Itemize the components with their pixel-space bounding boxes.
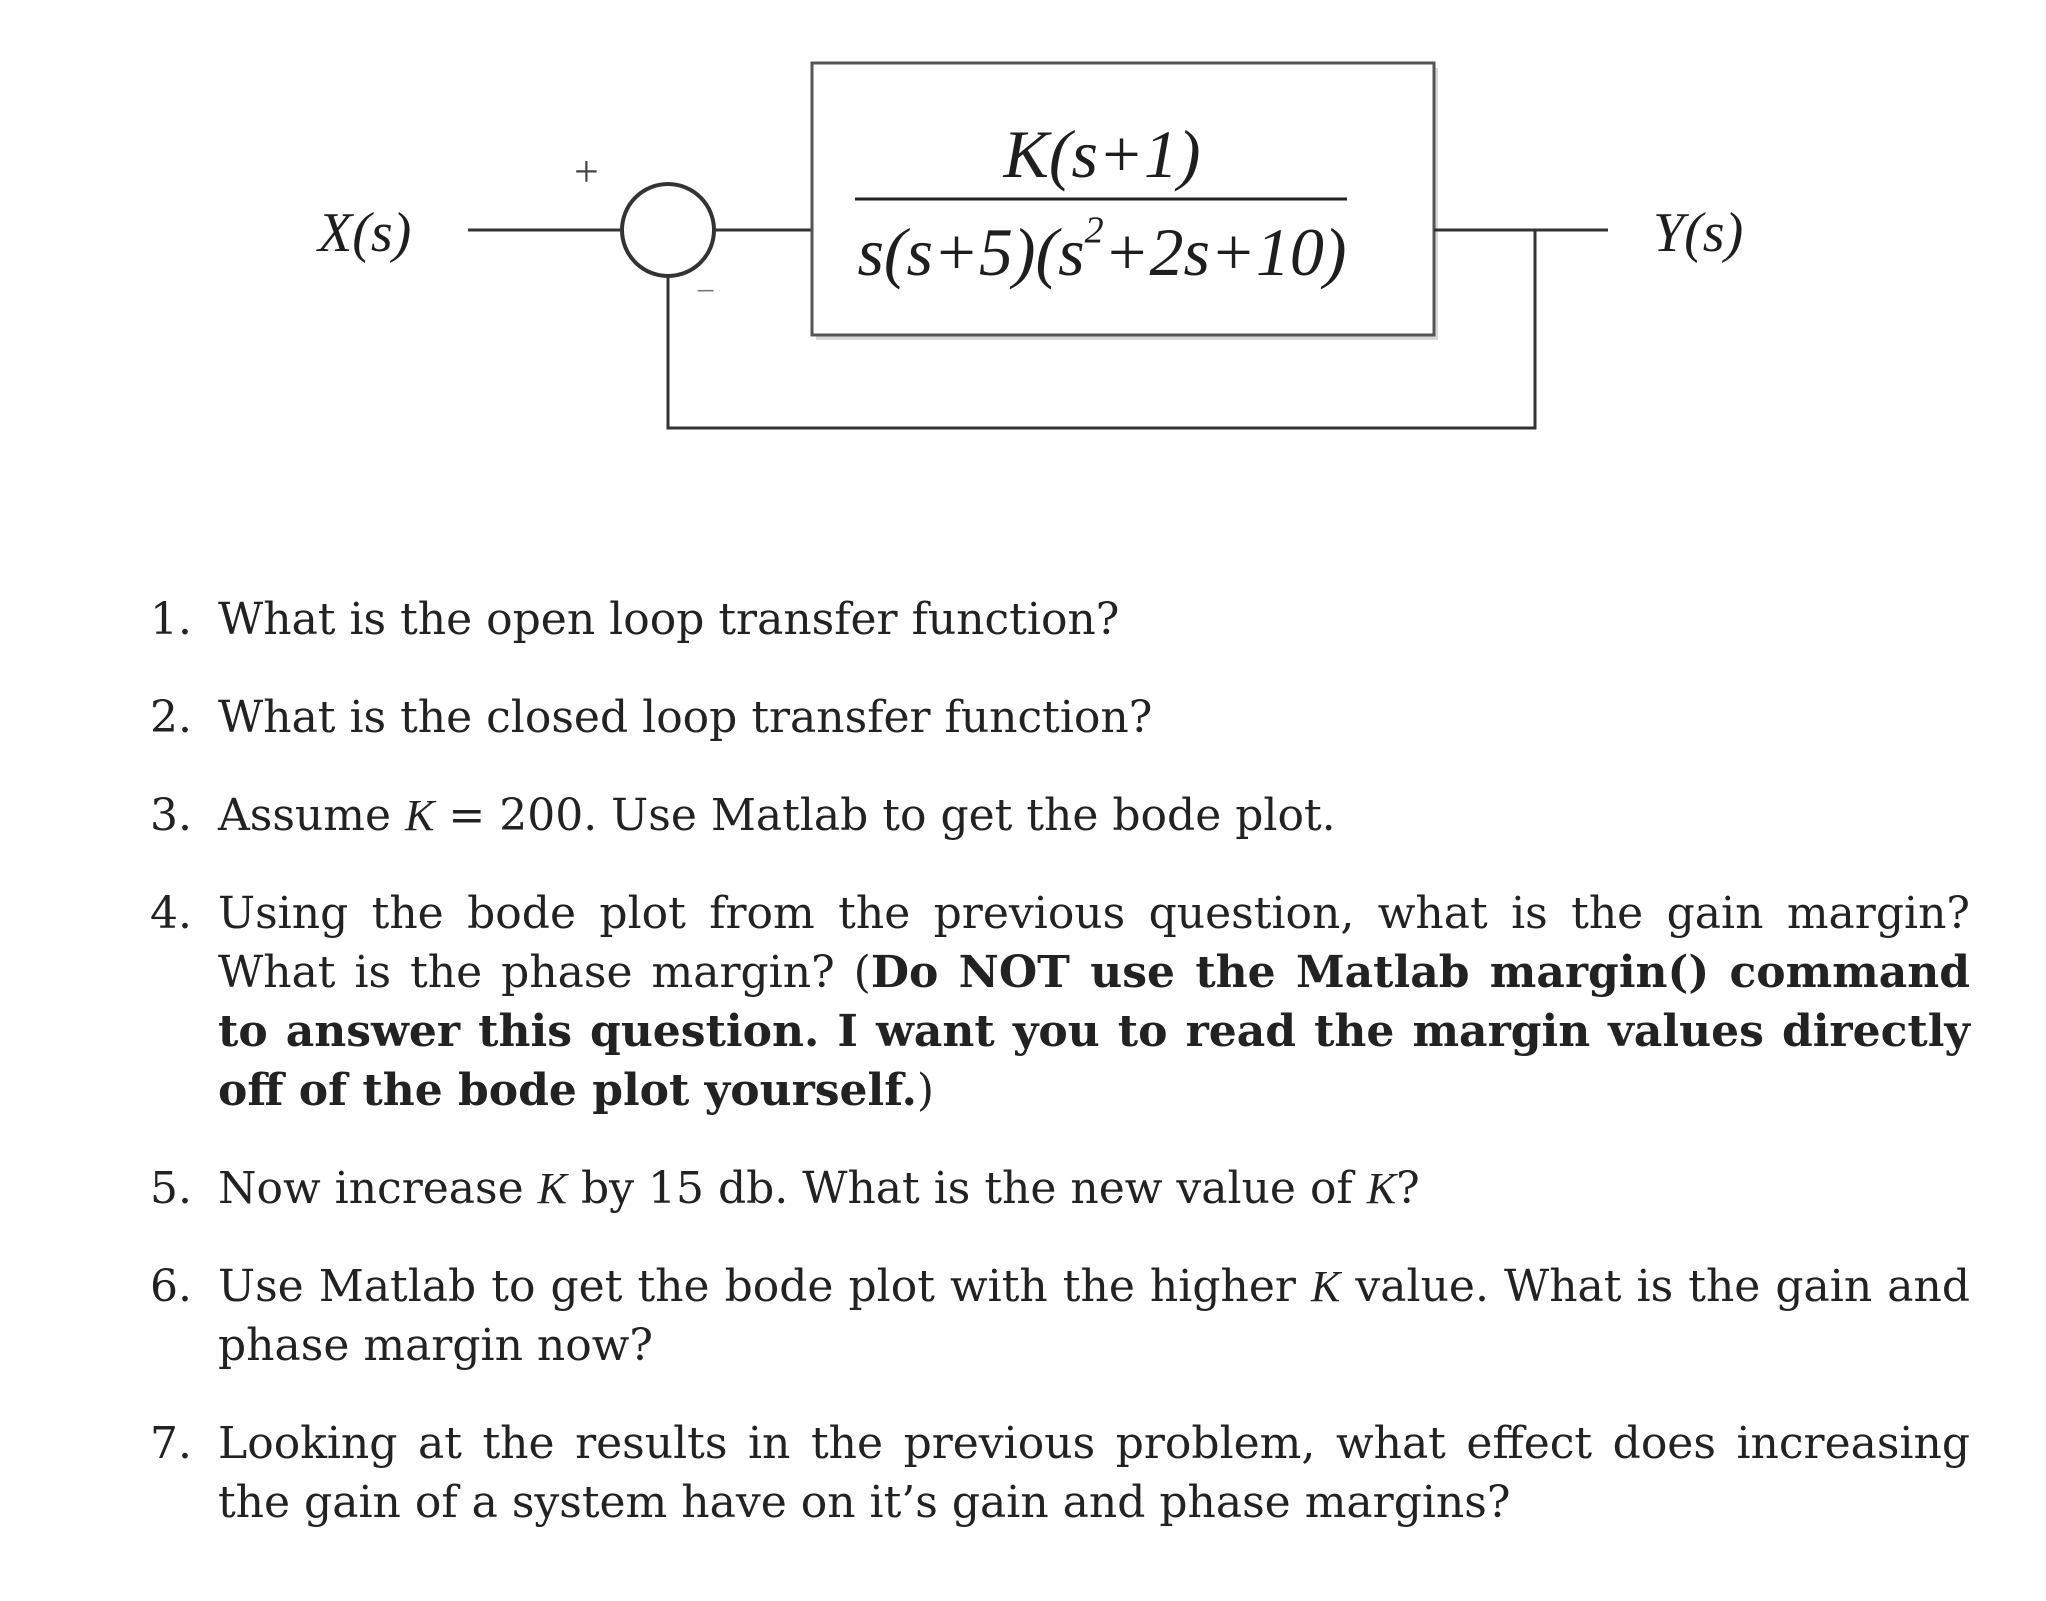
question-number: 7. — [150, 1418, 192, 1469]
summing-junction — [622, 184, 714, 276]
question-text: ? — [1396, 1163, 1420, 1214]
question-item — [150, 590, 1970, 649]
question-text: value. What is the gain and phase margin now? — [218, 1261, 1970, 1371]
transfer-function-denominator — [852, 209, 1352, 290]
variable-k: K — [537, 1164, 567, 1213]
denominator-suffix: +2s+10) — [1103, 214, 1347, 290]
question-number: 5. — [150, 1163, 192, 1214]
question-text: Using the bode plot from the previous question, what is the gain margin? What is the phase margin? ( — [218, 888, 1970, 998]
variable-k: K — [405, 791, 435, 840]
question-text: What is the closed loop transfer function? — [218, 692, 1153, 743]
question-number: 6. — [150, 1261, 192, 1312]
question-text: Use Matlab to get the bode plot with the higher — [218, 1261, 1311, 1312]
question-item — [150, 1257, 1970, 1375]
question-text: Assume — [218, 790, 406, 841]
denominator-prefix: s(s+5)(s — [857, 214, 1085, 290]
input-label: X(s) — [318, 202, 412, 264]
question-text: Now increase — [218, 1163, 538, 1214]
variable-k: K — [1310, 1262, 1341, 1311]
question-text: ) — [916, 1065, 935, 1116]
question-text: What is the open loop transfer function? — [218, 594, 1120, 645]
question-number: 1. — [150, 594, 192, 645]
question-item — [150, 1159, 1970, 1218]
transfer-function-numerator: K(s+1) — [1003, 116, 1201, 192]
question-text: Looking at the results in the previous problem, what effect does increasing the gain of a system have on it’s gain and phase margins? — [218, 1418, 1970, 1528]
minus-sign: − — [696, 273, 716, 310]
question-number: 3. — [150, 790, 192, 841]
question-item — [150, 884, 1970, 1120]
question-item — [150, 786, 1970, 845]
question-number: 2. — [150, 692, 192, 743]
variable-k: K — [1366, 1164, 1397, 1213]
question-number: 4. — [150, 888, 192, 939]
denominator-exponent: 2 — [1084, 209, 1104, 252]
question-text: by 15 db. What is the new value of — [566, 1163, 1367, 1214]
plus-sign: + — [574, 147, 599, 196]
question-list — [150, 590, 1970, 1571]
question-item — [150, 1414, 1970, 1532]
question-bold-instruction: Do NOT use the Matlab margin() command to answer this question. I want you to read the margin values directly off of the bode plot yourself. — [218, 947, 1970, 1116]
question-text: = 200. Use Matlab to get the bode plot. — [434, 790, 1336, 841]
output-label: Y(s) — [1653, 202, 1744, 264]
question-item — [150, 688, 1970, 747]
